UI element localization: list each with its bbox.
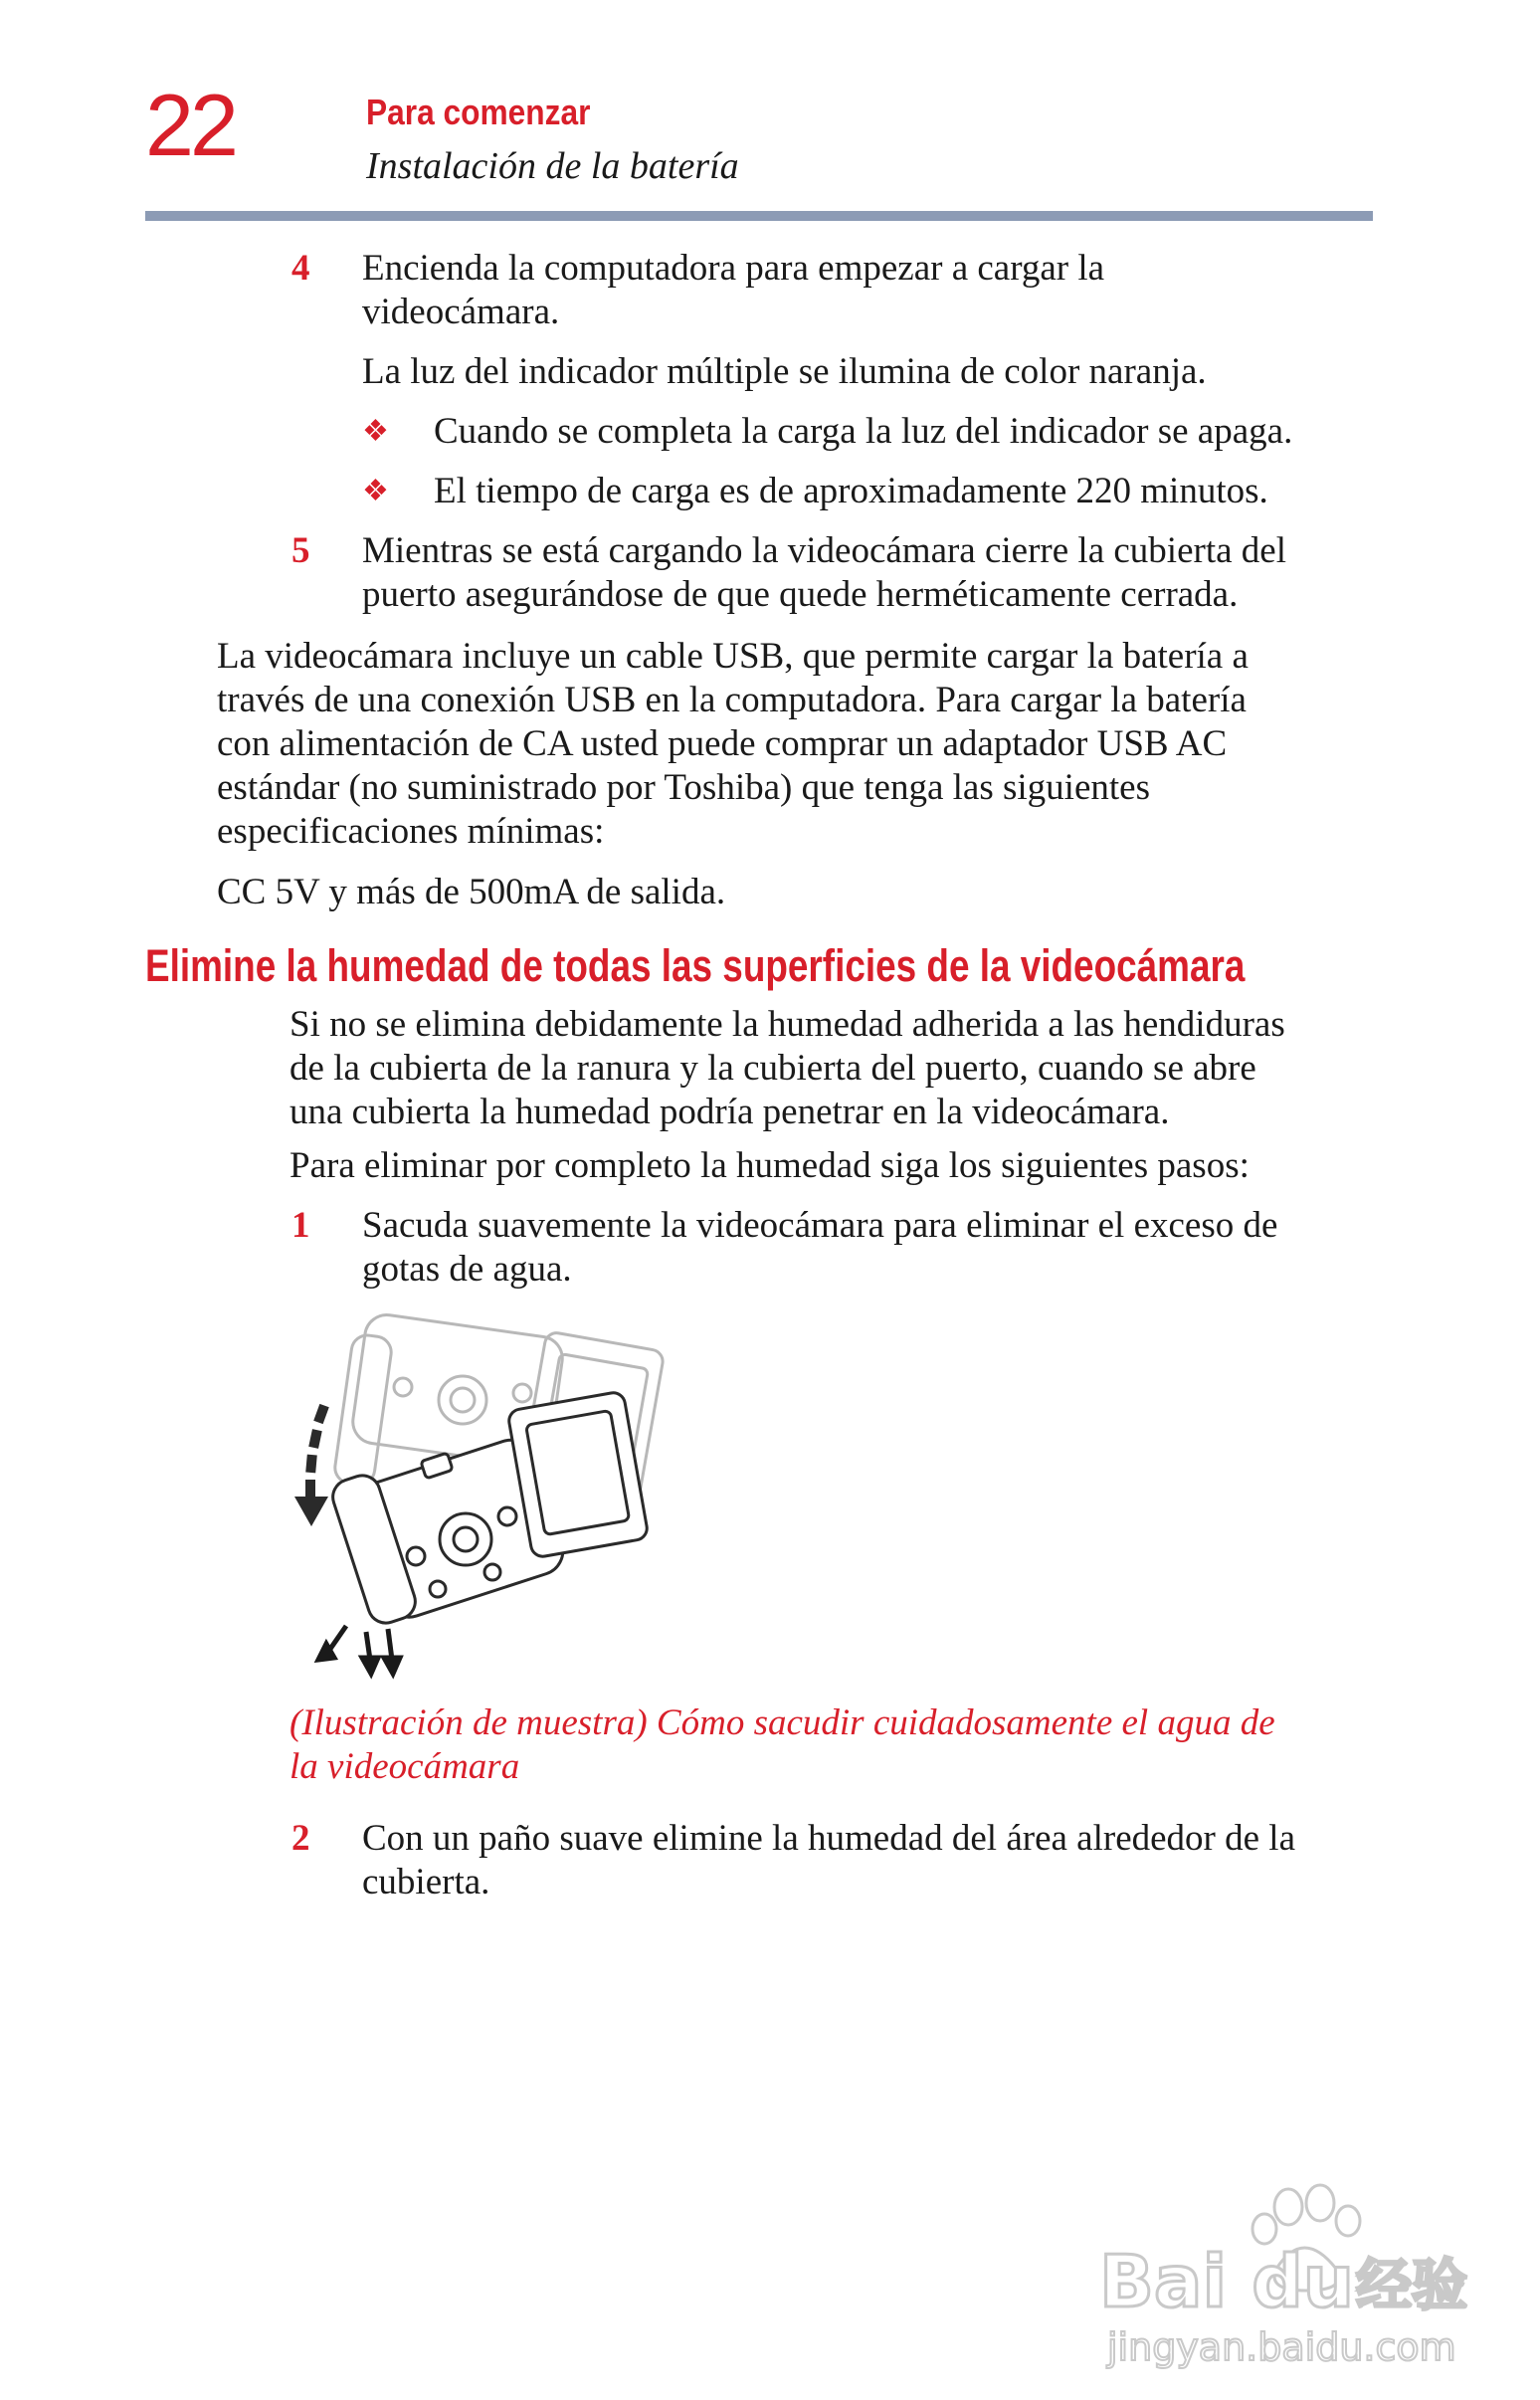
- paragraph-line: de la cubierta de la ranura y la cubierta del puerto, cuando se abre: [289, 1048, 1256, 1089]
- section-heading: Elimine la humedad de todas las superficies de la videocámara: [145, 940, 1246, 991]
- paragraph-line: estándar (no suministrado por Toshiba) que tenga las siguientes: [217, 767, 1150, 808]
- step-line: Encienda la computadora para empezar a cargar la: [362, 248, 1105, 289]
- paragraph-line: con alimentación de CA usted puede comprar un adaptador USB AC: [217, 723, 1228, 764]
- running-header-section: Para comenzar: [366, 92, 591, 132]
- running-header-subsection: Instalación de la batería: [366, 145, 739, 187]
- step-number: 2: [291, 1818, 310, 1859]
- figure-caption: [289, 1701, 1275, 1789]
- watermark-brand: Bai du: [1099, 2240, 1355, 2323]
- diamond-bullet-icon: ❖: [362, 415, 389, 448]
- bullet-item: El tiempo de carga es de aproximadamente 220 minutos.: [434, 471, 1268, 511]
- paragraph-line: Si no se elimina debidamente la humedad adherida a las hendiduras: [289, 1004, 1285, 1045]
- watermark-url: jingyan.baidu.com: [1107, 2325, 1456, 2369]
- step-line: videocámara.: [362, 292, 560, 332]
- paragraph-line: especificaciones mínimas:: [217, 811, 605, 852]
- step-note: La luz del indicador múltiple se ilumina de color naranja.: [362, 351, 1207, 392]
- step-number: 5: [291, 530, 310, 571]
- bullet-item: Cuando se completa la carga la luz del indicador se apaga.: [434, 411, 1293, 452]
- caption-line: (Ilustración de muestra) Cómo sacudir cuidadosamente el agua de: [289, 1702, 1275, 1743]
- humidity-paragraph: [289, 1003, 1285, 1134]
- steps-intro: Para eliminar por completo la humedad siga los siguientes pasos:: [289, 1145, 1250, 1186]
- camcorder-shake-illustration: [289, 1305, 706, 1694]
- caption-line: la videocámara: [289, 1746, 520, 1787]
- step-line: puerto asegurándose de que quede herméticamente cerrada.: [362, 574, 1239, 615]
- paragraph-line: través de una conexión USB en la computadora. Para cargar la batería: [217, 680, 1247, 720]
- watermark-brand-suffix: 经验: [1356, 2254, 1467, 2318]
- step-number: 1: [291, 1205, 310, 1246]
- baidu-watermark-logo: [1099, 2179, 1477, 2378]
- paragraph-line: una cubierta la humedad podría penetrar en la videocámara.: [289, 1092, 1170, 1132]
- step-text: [362, 1204, 1277, 1292]
- step-line: Sacuda suavemente la videocámara para eliminar el exceso de: [362, 1205, 1278, 1246]
- step-line: gotas de agua.: [362, 1249, 572, 1290]
- header-rule: [145, 211, 1373, 221]
- page-number: 22: [145, 76, 235, 174]
- step-number: 4: [291, 248, 310, 289]
- step-text: [362, 247, 1104, 334]
- step-line: Mientras se está cargando la videocámara cierre la cubierta del: [362, 530, 1286, 571]
- step-line: Con un paño suave elimine la humedad del área alrededor de la: [362, 1818, 1295, 1859]
- step-line: cubierta.: [362, 1862, 490, 1902]
- paragraph-line: La videocámara incluye un cable USB, que permite cargar la batería a: [217, 636, 1249, 677]
- diamond-bullet-icon: ❖: [362, 475, 389, 507]
- usb-paragraph: [217, 635, 1249, 854]
- step-text: [362, 529, 1286, 617]
- step-text: [362, 1817, 1295, 1904]
- spec-line: CC 5V y más de 500mA de salida.: [217, 872, 726, 912]
